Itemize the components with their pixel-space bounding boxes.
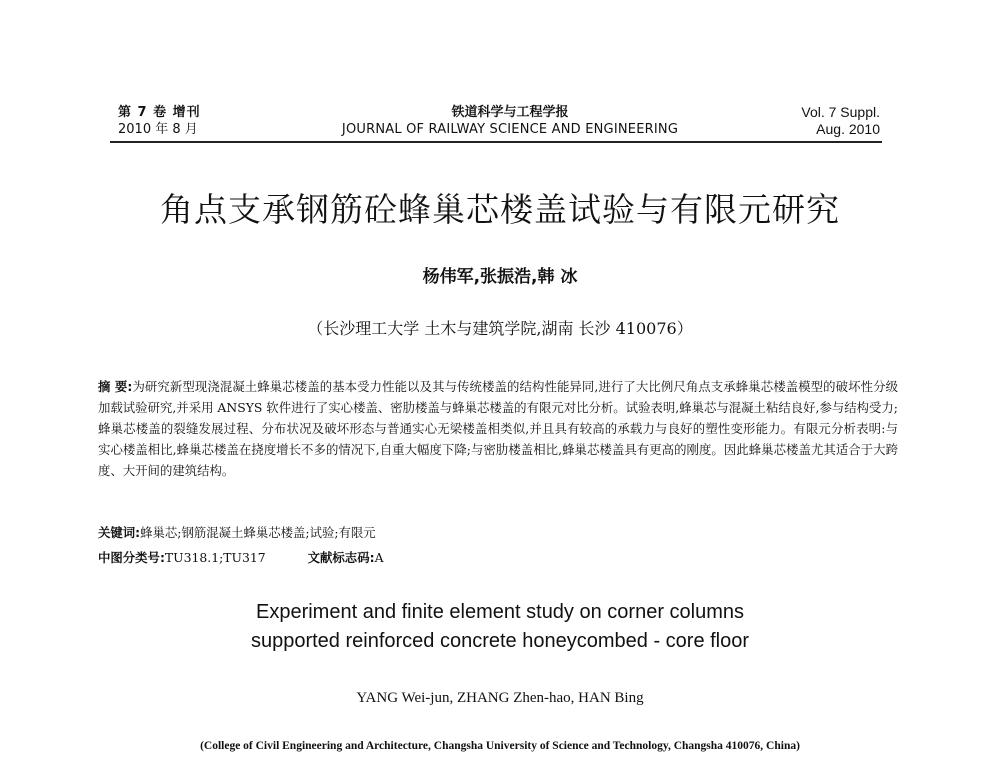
keywords-cn — [98, 522, 898, 543]
keywords-label: 关键词: — [98, 525, 141, 540]
abstract-cn — [98, 376, 898, 481]
abstract-text: 为研究新型现浇混凝土蜂巢芯楼盖的基本受力性能以及其与传统楼盖的结构性能异同,进行了大比例尺角点支承蜂巢芯楼盖模型的破坏性分级加载试验研究,并采用 ANSYS 软件进行了实心楼盖、密肋楼盖与蜂巢芯楼盖的有限元对比分析。试验表明,蜂巢芯与混凝土粘结良好,参与结构受力;蜂巢芯楼盖的裂缝发展过程、分布状况及破坏形态与普通实心无梁楼盖相类似,并且具有较高的承载力与良好的塑性变形能力。有限元分析表明:与实心楼盖相比,蜂巢芯楼盖在挠度增长不多的情况下,自重大幅度下降;与密肋楼盖相比,蜂巢芯楼盖具有更高的刚度。因此蜂巢芯楼盖尤其适合于大跨度、大开间的建筑结构。 — [98, 379, 898, 478]
authors-cn: 杨伟军,张振浩,韩 冰 — [422, 267, 578, 287]
doc-code-label: 文献标志码: — [307, 550, 375, 565]
header-volume-block — [118, 104, 258, 138]
clc-label: 中图分类号: — [98, 550, 165, 565]
header-journal-block — [300, 104, 720, 138]
header-date-cn: 2010 年 8 月 — [118, 122, 198, 137]
affiliation-en: (College of Civil Engineering and Architecture, Changsha University of Science and Technology, Changsha 410076, China) — [200, 740, 800, 752]
paper-title-en-line2: supported reinforced concrete honeycombed - core floor — [250, 630, 750, 652]
classification-line — [98, 547, 898, 568]
header-volume-en: Vol. 7 Suppl. — [801, 104, 880, 120]
header-issue-block — [740, 104, 880, 138]
affiliation-cn: （长沙理工大学 土木与建筑学院,湖南 长沙 410076） — [307, 319, 693, 338]
paper-title-cn: 角点支承钢筋砼蜂巢芯楼盖试验与有限元研究 — [160, 190, 840, 229]
authors-en: YANG Wei-jun, ZHANG Zhen-hao, HAN Bing — [356, 690, 644, 706]
doc-code-value: A — [374, 550, 384, 565]
header-rule — [110, 141, 882, 143]
keywords-text: 蜂巢芯;钢筋混凝土蜂巢芯楼盖;试验;有限元 — [140, 525, 376, 540]
abstract-label: 摘 要: — [98, 379, 133, 394]
clc-value: TU318.1;TU317 — [164, 550, 266, 565]
paper-title-en-line1: Experiment and finite element study on corner columns — [255, 601, 745, 623]
header-volume-cn: 第 7 卷 增刊 — [118, 105, 201, 120]
header-journal-cn: 铁道科学与工程学报 — [451, 105, 569, 120]
paper-title-en — [150, 598, 850, 656]
header-journal-en: JOURNAL OF RAILWAY SCIENCE AND ENGINEERING — [341, 122, 679, 137]
header-date-en: Aug. 2010 — [816, 121, 880, 137]
